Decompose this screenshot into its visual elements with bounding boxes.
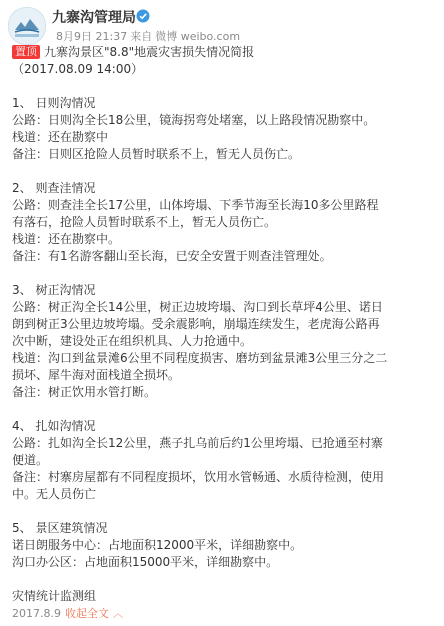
- verified-badge-icon: [136, 9, 150, 23]
- section-4-title: 4、 扎如沟情况: [12, 419, 96, 433]
- post-content: [12, 44, 437, 623]
- jiuzhaigou-logo-icon: [9, 8, 45, 44]
- section-1-note: 备注：日则区抢险人员暂时联系不上，暂无人员伤亡。: [12, 147, 301, 161]
- section-2-note: 备注：有1名游客翻山至长海，已安全安置于则查洼管理处。: [12, 249, 332, 263]
- section-1-road: 公路：日则沟全长18公里，镜海拐弯处堵塞，以上路段情况勘察中。: [12, 113, 376, 127]
- section-3-boardwalk-a: 栈道：沟口到盆景滩6公里不同程度损害、磨坊到盆景滩3公里三分之二: [12, 351, 388, 365]
- section-3-road-a: 公路：树正沟全长14公里，树正边坡垮塌、沟口到长草坪4公里、诺日: [12, 300, 383, 314]
- section-3-title: 3、 树正沟情况: [12, 283, 96, 297]
- avatar[interactable]: [8, 7, 46, 45]
- chevron-up-icon[interactable]: ︿: [112, 609, 123, 620]
- post-meta: [56, 28, 243, 44]
- post-source[interactable]: 微博 weibo.com: [155, 30, 241, 43]
- pin-badge: 置顶: [12, 45, 40, 59]
- signoff: 灾情统计监测组: [12, 589, 97, 603]
- section-2-road-a: 公路：则查洼全长17公里，山体垮塌、下季节海至长海10多公里路程: [12, 198, 379, 212]
- post-title-line: [12, 44, 437, 61]
- section-3-road-b: 朗到树正3公里边坡垮塌。受余震影响，崩塌连续发生，老虎海公路再: [12, 317, 380, 331]
- section-5-title: 5、 景区建筑情况: [12, 521, 108, 535]
- section-3-boardwalk-b: 损坏、犀牛海对面栈道全损坏。: [12, 368, 181, 382]
- section-4-road-a: 公路：扎如沟全长12公里，燕子扎乌前后约1公里垮塌、已抢通至村寨: [12, 436, 383, 450]
- section-3-note: 备注：树正饮用水管打断。: [12, 385, 157, 399]
- section-5-service-center: 诺日朗服务中心：占地面积12000平米，详细勘察中。: [12, 538, 303, 552]
- post-footer: [12, 605, 437, 623]
- username[interactable]: 九寨沟管理局: [52, 10, 136, 26]
- post-date[interactable]: 8月9日 21:37: [56, 30, 128, 43]
- section-5-office: 沟口办公区：占地面积15000平米，详细勘察中。: [12, 555, 279, 569]
- section-2-boardwalk: 栈道：还在勘察中。: [12, 232, 121, 246]
- section-2-title: 2、 则查洼情况: [12, 181, 96, 195]
- collapse-button[interactable]: 收起全文: [64, 607, 109, 620]
- section-1-boardwalk: 栈道：还在勘察中: [12, 130, 109, 144]
- source-prefix: 来自: [130, 30, 153, 43]
- footer-date: 2017.8.9: [12, 607, 61, 620]
- section-4-note-a: 备注：村寨房屋都有不同程度损坏，饮用水管畅通、水质待检测，使用: [12, 470, 385, 484]
- post-date-line: （2017.08.09 14:00）: [12, 62, 144, 76]
- section-2-road-b: 有落石，抢险人员暂时联系不上，暂无人员伤亡。: [12, 215, 277, 229]
- section-3-road-c: 次中断，建设处正在组织机具、人力抢通中。: [12, 334, 253, 348]
- section-1-title: 1、 日则沟情况: [12, 96, 96, 110]
- section-4-road-b: 便道。: [12, 453, 49, 467]
- post-header: [8, 4, 438, 44]
- post-title: 九寨沟景区"8.8"地震灾害损失情况简报: [44, 45, 255, 59]
- section-4-note-b: 中。无人员伤亡: [12, 487, 97, 501]
